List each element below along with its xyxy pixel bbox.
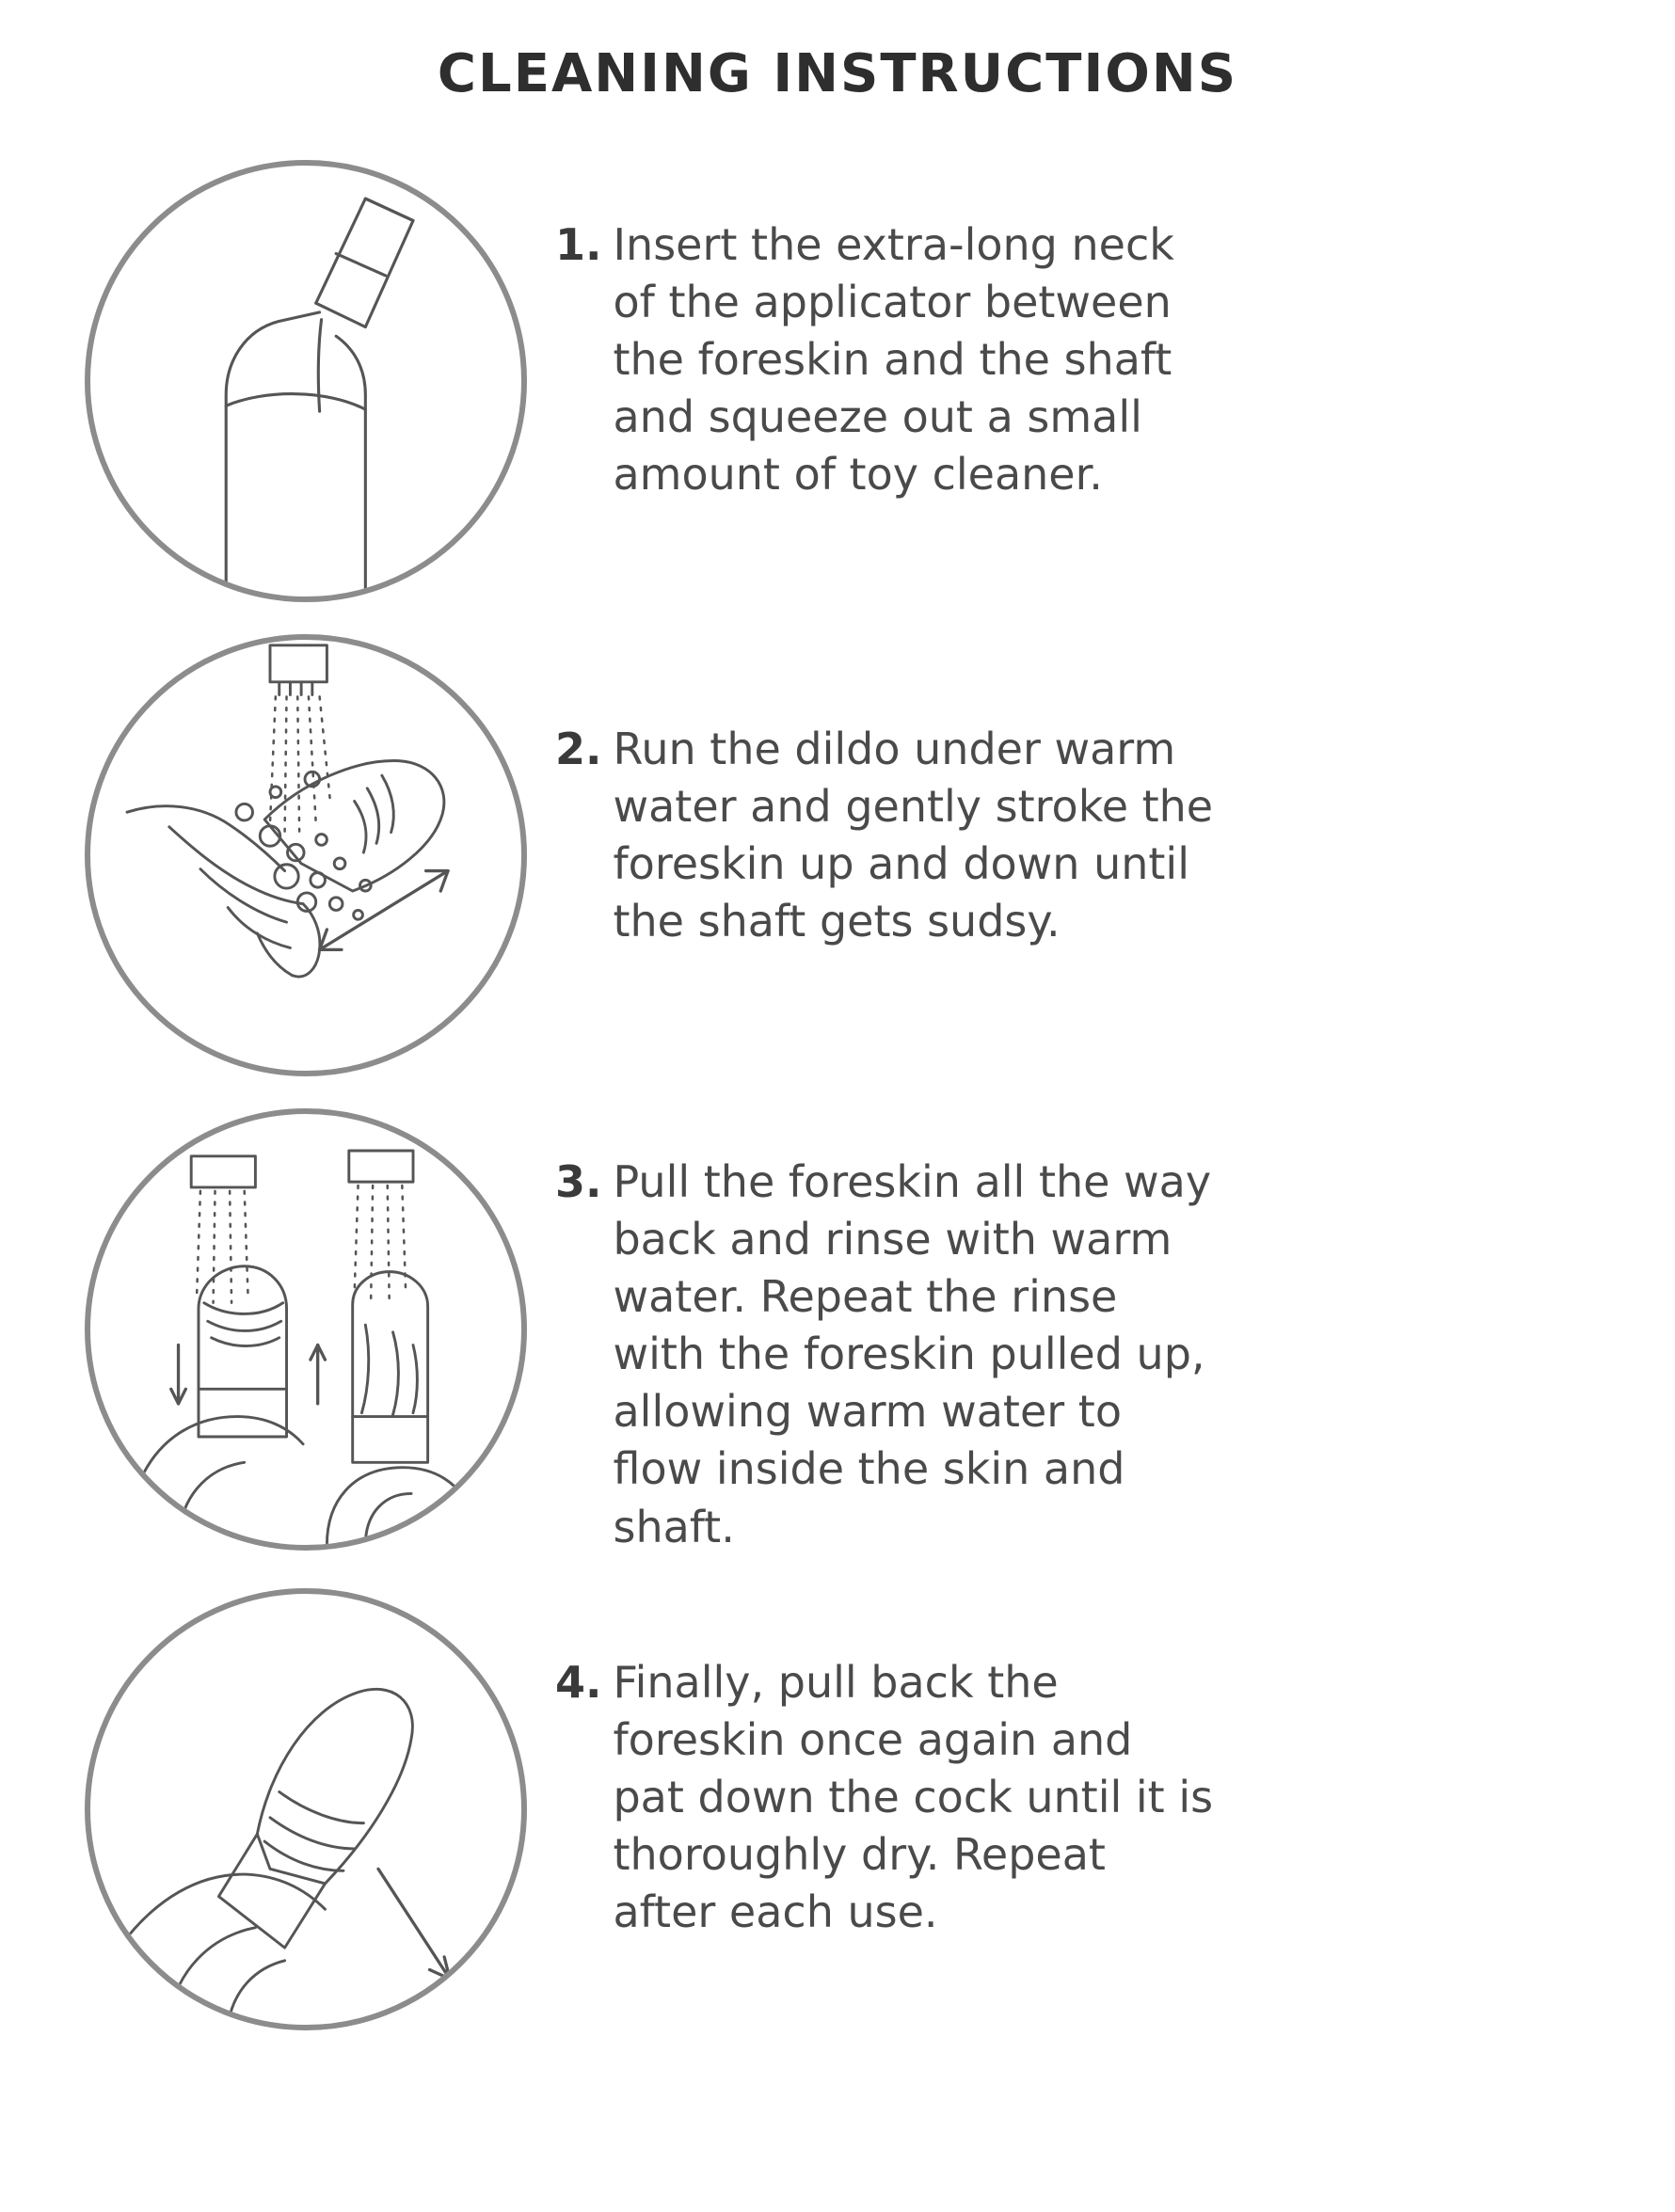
step-illustration-container	[56, 160, 555, 602]
steps-list	[56, 160, 1619, 2030]
list-item	[56, 634, 1619, 1076]
hand-pat-dry-icon	[85, 1588, 527, 2030]
step-text: Run the dildo under warm water and gently stroke the foreskin up and down until the shaft gets sudsy.	[613, 723, 1214, 947]
step-number: 4.	[555, 1656, 602, 1708]
list-item	[56, 1108, 1619, 1556]
step-text: Finally, pull back the foreskin once again and pat down the cock until it is thoroughly dry. Repeat after each use.	[613, 1656, 1214, 1938]
step-text: Insert the extra-long neck of the applicator between the foreskin and the shaft and squeeze out a small amount of toy cleaner.	[613, 218, 1174, 501]
list-item	[56, 160, 1619, 602]
step-text-container	[555, 1588, 1619, 1942]
applicator-bottle-icon	[85, 160, 527, 602]
page-title: CLEANING INSTRUCTIONS	[437, 43, 1238, 104]
step-text: Pull the foreskin all the way back and rinse with warm water. Repeat the rinse with the foreskin pulled up, allowing warm water to flow inside the skin and shaft.	[613, 1155, 1212, 1552]
step-text-container	[555, 634, 1619, 951]
list-item	[56, 1588, 1619, 2030]
two-showers-rinse-icon	[85, 1108, 527, 1551]
step-text-container	[555, 160, 1619, 504]
step-illustration-container	[56, 1108, 555, 1551]
step-number: 1.	[555, 218, 602, 270]
shower-hand-suds-icon	[85, 634, 527, 1076]
step-illustration-container	[56, 1588, 555, 2030]
instruction-sheet	[0, 45, 1675, 2212]
step-illustration-container	[56, 634, 555, 1076]
step-number: 3.	[555, 1155, 602, 1207]
step-text-container	[555, 1108, 1619, 1556]
step-number: 2.	[555, 723, 602, 774]
